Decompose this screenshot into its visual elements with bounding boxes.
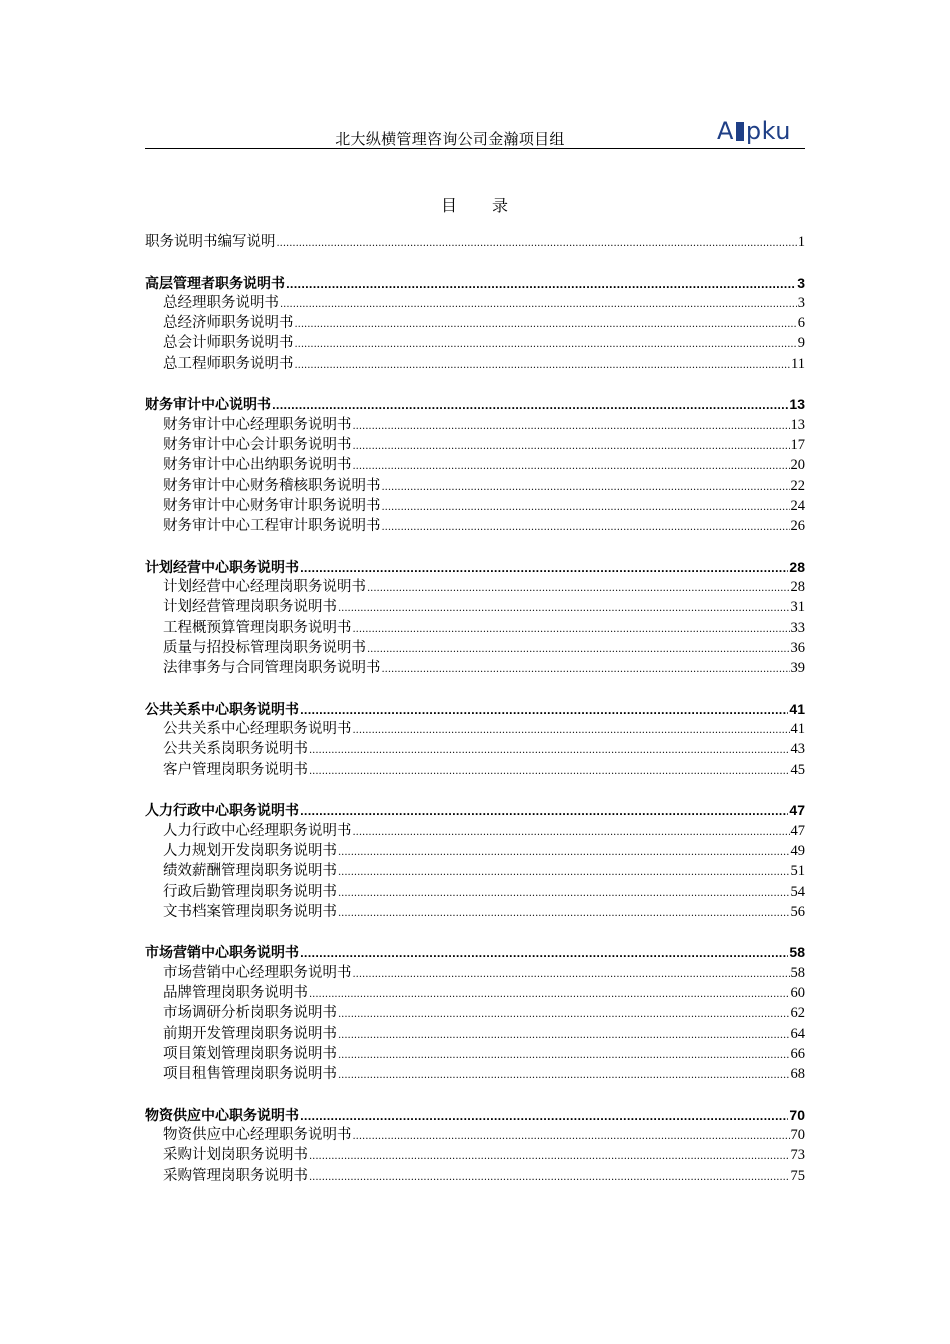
- toc-dot-leader: [338, 1046, 790, 1066]
- toc-page-number: 62: [790, 1005, 805, 1022]
- toc-page-number: 58: [790, 964, 805, 981]
- toc-sub-entry[interactable]: [145, 739, 805, 759]
- toc-page-number: 60: [790, 984, 805, 1001]
- toc-dot-leader: [382, 498, 790, 518]
- toc-entry-title: 高层管理者职务说明书: [145, 275, 285, 292]
- toc-sub-entry[interactable]: [145, 983, 805, 1003]
- toc-dot-leader: [338, 884, 790, 904]
- toc-dot-leader: [295, 315, 797, 335]
- toc-entry-title: 计划经营中心经理岗职务说明书: [163, 579, 366, 596]
- toc-entry-title: 物资供应中心职务说明书: [145, 1107, 299, 1124]
- toc-dot-leader: [300, 945, 788, 965]
- toc-sub-entry[interactable]: [145, 415, 805, 435]
- toc-entry-title: 市场调研分析岗职务说明书: [163, 1005, 337, 1022]
- toc-entry-title: 财务审计中心说明书: [145, 397, 271, 414]
- toc-sub-entry[interactable]: [145, 1125, 805, 1145]
- toc-page-number: 39: [790, 660, 805, 677]
- toc-page-number: 13: [790, 416, 805, 433]
- toc-entry-title: 总经济师职务说明书: [163, 315, 294, 332]
- page-header: [145, 118, 805, 149]
- toc-page-number: 47: [790, 822, 805, 839]
- section-spacer: [145, 252, 805, 272]
- table-of-contents: [145, 232, 805, 1186]
- toc-sub-entry[interactable]: [145, 638, 805, 658]
- toc-dot-leader: [309, 1168, 790, 1188]
- section-spacer: [145, 922, 805, 942]
- toc-page-number: 64: [790, 1025, 805, 1042]
- section-spacer: [145, 780, 805, 800]
- toc-sub-entry[interactable]: [145, 1003, 805, 1023]
- toc-sub-entry[interactable]: [145, 516, 805, 536]
- toc-page-number: 20: [790, 457, 805, 474]
- toc-section-entry[interactable]: [145, 557, 805, 577]
- toc-entry-title: 客户管理岗职务说明书: [163, 761, 308, 778]
- toc-entry-title: 质量与招投标管理岗职务说明书: [163, 639, 366, 656]
- toc-entry-title: 职务说明书编写说明: [145, 234, 276, 250]
- toc-entry-title: 行政后勤管理岗职务说明书: [163, 883, 337, 900]
- toc-dot-leader: [338, 1005, 790, 1025]
- toc-dot-leader: [338, 904, 790, 924]
- toc-sub-entry[interactable]: [145, 719, 805, 739]
- toc-entry-title: 人力行政中心经理职务说明书: [163, 822, 352, 839]
- toc-entry-title: 绩效薪酬管理岗职务说明书: [163, 863, 337, 880]
- toc-sub-entry[interactable]: [145, 313, 805, 333]
- toc-sub-entry[interactable]: [145, 455, 805, 475]
- toc-entry-title: 前期开发管理岗职务说明书: [163, 1025, 337, 1042]
- toc-page-number: 3: [797, 294, 805, 311]
- toc-page-number: 33: [790, 619, 805, 636]
- toc-entry-title: 物资供应中心经理职务说明书: [163, 1127, 352, 1144]
- toc-entry-title: 总会计师职务说明书: [163, 335, 294, 352]
- toc-dot-leader: [338, 1026, 790, 1046]
- toc-page-number: 70: [790, 1127, 805, 1144]
- toc-entry-title: 法律事务与合同管理岗职务说明书: [163, 660, 381, 677]
- section-spacer: [145, 374, 805, 394]
- toc-page-number: 13: [789, 396, 805, 413]
- toc-page-number: 17: [790, 436, 805, 453]
- toc-entry-title: 财务审计中心工程审计职务说明书: [163, 518, 381, 535]
- toc-entry-title: 市场营销中心经理职务说明书: [163, 964, 352, 981]
- toc-dot-leader: [367, 640, 790, 660]
- toc-entry-title: 公共关系中心职务说明书: [145, 701, 299, 718]
- toc-sub-entry[interactable]: [145, 354, 805, 374]
- toc-page-number: 26: [790, 518, 805, 535]
- toc-page-number: 56: [790, 903, 805, 920]
- toc-sub-entry[interactable]: [145, 760, 805, 780]
- toc-entry-title: 采购管理岗职务说明书: [163, 1167, 308, 1184]
- toc-sub-entry[interactable]: [145, 1044, 805, 1064]
- toc-entry-title: 总工程师职务说明书: [163, 355, 294, 372]
- section-spacer: [145, 536, 805, 556]
- logo-bar-mark: [736, 122, 744, 141]
- toc-dot-leader: [382, 660, 790, 680]
- toc-sub-entry[interactable]: [145, 476, 805, 496]
- toc-dot-leader: [338, 599, 790, 619]
- toc-dot-leader: [309, 985, 790, 1005]
- toc-entry-title: 财务审计中心会计职务说明书: [163, 436, 352, 453]
- toc-page-number: 70: [789, 1106, 805, 1123]
- toc-dot-leader: [353, 721, 790, 741]
- toc-sub-entry[interactable]: [145, 1145, 805, 1165]
- toc-sub-entry[interactable]: [145, 841, 805, 861]
- toc-dot-leader: [295, 356, 791, 376]
- toc-page-number: 73: [790, 1147, 805, 1164]
- toc-entry-title: 品牌管理岗职务说明书: [163, 984, 308, 1001]
- toc-sub-entry[interactable]: [145, 963, 805, 983]
- toc-page-number: 22: [790, 477, 805, 494]
- toc-entry-title: 计划经营中心职务说明书: [145, 559, 299, 576]
- toc-sub-entry[interactable]: [145, 435, 805, 455]
- toc-entry-title: 人力行政中心职务说明书: [145, 803, 299, 820]
- toc-sub-entry[interactable]: [145, 902, 805, 922]
- toc-entry-title: 工程概预算管理岗职务说明书: [163, 619, 352, 636]
- toc-sub-entry[interactable]: [145, 1064, 805, 1084]
- toc-entry-title: 文书档案管理岗职务说明书: [163, 903, 337, 920]
- alpku-logo: [717, 118, 791, 144]
- section-spacer: [145, 1084, 805, 1104]
- toc-page-number: 47: [789, 802, 805, 819]
- toc-sub-entry[interactable]: [145, 658, 805, 678]
- toc-page-number: 24: [790, 497, 805, 514]
- toc-section-entry[interactable]: [145, 394, 805, 414]
- toc-dot-leader: [353, 620, 790, 640]
- toc-sub-entry[interactable]: [145, 1166, 805, 1186]
- toc-sub-entry[interactable]: [145, 821, 805, 841]
- toc-entry-title: 总经理职务说明书: [163, 294, 279, 311]
- toc-page-number: 66: [790, 1045, 805, 1062]
- toc-sub-entry[interactable]: [145, 496, 805, 516]
- toc-entry-title: 市场营销中心职务说明书: [145, 945, 299, 962]
- toc-entry-title: 公共关系中心经理职务说明书: [163, 721, 352, 738]
- toc-page-number: 1: [797, 234, 805, 250]
- toc-dot-leader: [309, 1147, 790, 1167]
- toc-page-number: 43: [790, 741, 805, 758]
- toc-dot-leader: [309, 762, 790, 782]
- toc-entry-title: 采购计划岗职务说明书: [163, 1147, 308, 1164]
- toc-page-number: 28: [790, 579, 805, 596]
- toc-dot-leader: [300, 702, 788, 722]
- toc-entry-title: 人力规划开发岗职务说明书: [163, 842, 337, 859]
- toc-dot-leader: [353, 437, 790, 457]
- toc-section-entry[interactable]: [145, 699, 805, 719]
- toc-dot-leader: [367, 579, 790, 599]
- toc-section-entry[interactable]: [145, 232, 805, 252]
- toc-section-entry[interactable]: [145, 1105, 805, 1125]
- toc-page-number: 68: [790, 1066, 805, 1083]
- toc-entry-title: 财务审计中心经理职务说明书: [163, 416, 352, 433]
- toc-page-number: 75: [790, 1167, 805, 1184]
- logo-text-pku: pku: [745, 117, 791, 145]
- toc-page-number: 3: [797, 274, 805, 291]
- toc-page-number: 11: [791, 355, 805, 372]
- toc-sub-entry[interactable]: [145, 882, 805, 902]
- toc-dot-leader: [286, 276, 796, 296]
- toc-dot-leader: [300, 560, 788, 580]
- toc-dot-leader: [338, 843, 790, 863]
- logo-letter-a: A: [716, 117, 734, 145]
- toc-section-entry[interactable]: [145, 273, 805, 293]
- toc-page-number: 41: [790, 721, 805, 738]
- toc-title: 目 录: [440, 196, 509, 215]
- toc-dot-leader: [353, 965, 790, 985]
- toc-page-number: 6: [797, 315, 805, 332]
- toc-section-entry[interactable]: [145, 800, 805, 820]
- toc-dot-leader: [382, 478, 790, 498]
- toc-page-number: 45: [790, 761, 805, 778]
- toc-sub-entry[interactable]: [145, 861, 805, 881]
- toc-entry-title: 财务审计中心财务稽核职务说明书: [163, 477, 381, 494]
- toc-page-number: 54: [790, 883, 805, 900]
- toc-page-number: 49: [790, 842, 805, 859]
- toc-section-entry[interactable]: [145, 942, 805, 962]
- toc-sub-entry[interactable]: [145, 597, 805, 617]
- toc-dot-leader: [353, 1127, 790, 1147]
- toc-dot-leader: [300, 803, 788, 823]
- toc-dot-leader: [353, 823, 790, 843]
- toc-dot-leader: [353, 417, 790, 437]
- toc-dot-leader: [338, 1066, 790, 1086]
- toc-page-number: 31: [790, 599, 805, 616]
- toc-entry-title: 财务审计中心出纳职务说明书: [163, 457, 352, 474]
- toc-dot-leader: [309, 741, 790, 761]
- toc-dot-leader: [277, 234, 797, 254]
- toc-sub-entry[interactable]: [145, 333, 805, 353]
- toc-page-number: 28: [789, 558, 805, 575]
- header-title: 北大纵横管理咨询公司金瀚项目组: [335, 130, 565, 148]
- toc-entry-title: 公共关系岗职务说明书: [163, 741, 308, 758]
- toc-dot-leader: [338, 863, 790, 883]
- toc-page-number: 51: [790, 863, 805, 880]
- toc-dot-leader: [280, 295, 797, 315]
- toc-page-number: 9: [797, 335, 805, 352]
- toc-dot-leader: [295, 335, 797, 355]
- toc-dot-leader: [353, 457, 790, 477]
- toc-entry-title: 项目租售管理岗职务说明书: [163, 1066, 337, 1083]
- toc-dot-leader: [300, 1108, 788, 1128]
- toc-sub-entry[interactable]: [145, 618, 805, 638]
- toc-sub-entry[interactable]: [145, 1024, 805, 1044]
- toc-page-number: 36: [790, 639, 805, 656]
- toc-dot-leader: [382, 518, 790, 538]
- toc-page-number: 41: [789, 700, 805, 717]
- section-spacer: [145, 679, 805, 699]
- toc-entry-title: 项目策划管理岗职务说明书: [163, 1045, 337, 1062]
- toc-sub-entry[interactable]: [145, 577, 805, 597]
- toc-entry-title: 财务审计中心财务审计职务说明书: [163, 497, 381, 514]
- toc-sub-entry[interactable]: [145, 293, 805, 313]
- toc-page-number: 58: [789, 944, 805, 961]
- toc-entry-title: 计划经营管理岗职务说明书: [163, 599, 337, 616]
